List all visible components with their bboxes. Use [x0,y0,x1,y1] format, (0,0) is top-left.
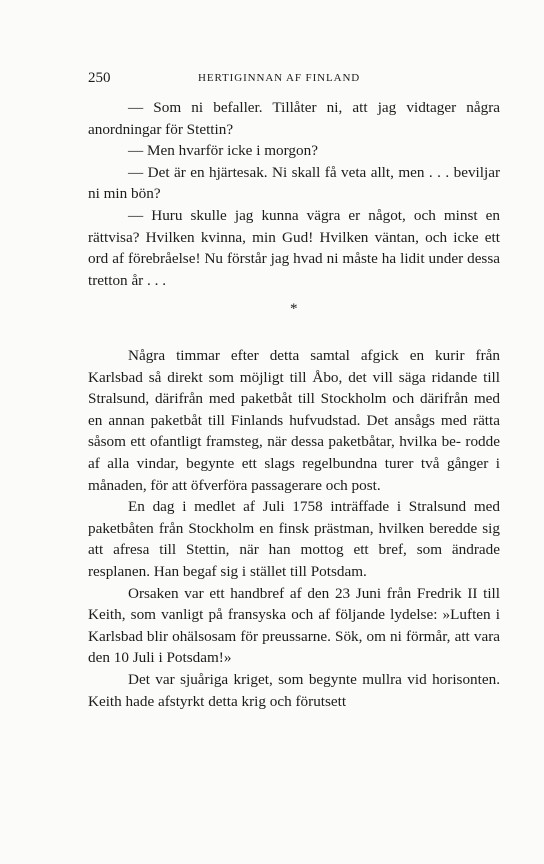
paragraph: Det var sjuåriga kriget, som begynte mullra vid horisonten. Keith hade afstyrkt detta krig och förutsett [88,670,500,710]
dialogue-line: — Men hvarför icke i morgon? [128,142,318,160]
dialogue-line: — Huru skulle jag kunna vägra er något, och minst en rättvisa? Hvilken kvinna, min Gud! Hvilken väntan, och icke ett ord af förebråelse! Nu förstår jag hvad ni måste ha lidit under dessa tretton år . . . [88,206,500,289]
dialogue-block [88,97,500,291]
narrative-block [88,345,500,712]
page-number: 250 [88,70,111,86]
paragraph: Några timmar efter detta samtal afgick en kurir från Karlsbad så direkt som möjligt till Åbo, det vill säga ridande till Stralsund, därifrån med paketbåt till Stockholm och därifrån med en annan paketbåt till Finlands hufvudstad. Det ansågs med rätta såsom ett ofantligt framsteg, när dessa paketbåtar, hvilka be- rodde af alla vindar, begynte ett slags regelbundna turer två gånger i månaden, för att öfverföra passagerare och post. [88,347,500,494]
dialogue-line: — Som ni befaller. Tillåter ni, att jag vidtager några anordningar för Stettin? [88,99,500,138]
running-title: HERTIGINNAN AF FINLAND [198,72,361,84]
page-header [88,70,500,88]
dialogue-line: — Det är en hjärtesak. Ni skall få veta allt, men . . . beviljar ni min bön? [88,163,500,203]
section-separator: * [290,301,298,317]
paragraph: En dag i medlet af Juli 1758 inträffade i Stralsund med paketbåten från Stockholm en finsk prästman, hvilken beredde sig att afresa till Stettin, när han mottog ett bref, som ändrade resplanen. Han begaf sig i stället till Potsdam. [88,498,500,580]
paragraph: Orsaken var ett handbref af den 23 Juni från Fredrik II till Keith, som vanligt på fransyska och af följande lydelse: »Luften i Karlsbad blir ohälsosam för preussarne. Sök, om ni förmår, att vara den 10 Juli i Potsdam!» [88,584,500,667]
